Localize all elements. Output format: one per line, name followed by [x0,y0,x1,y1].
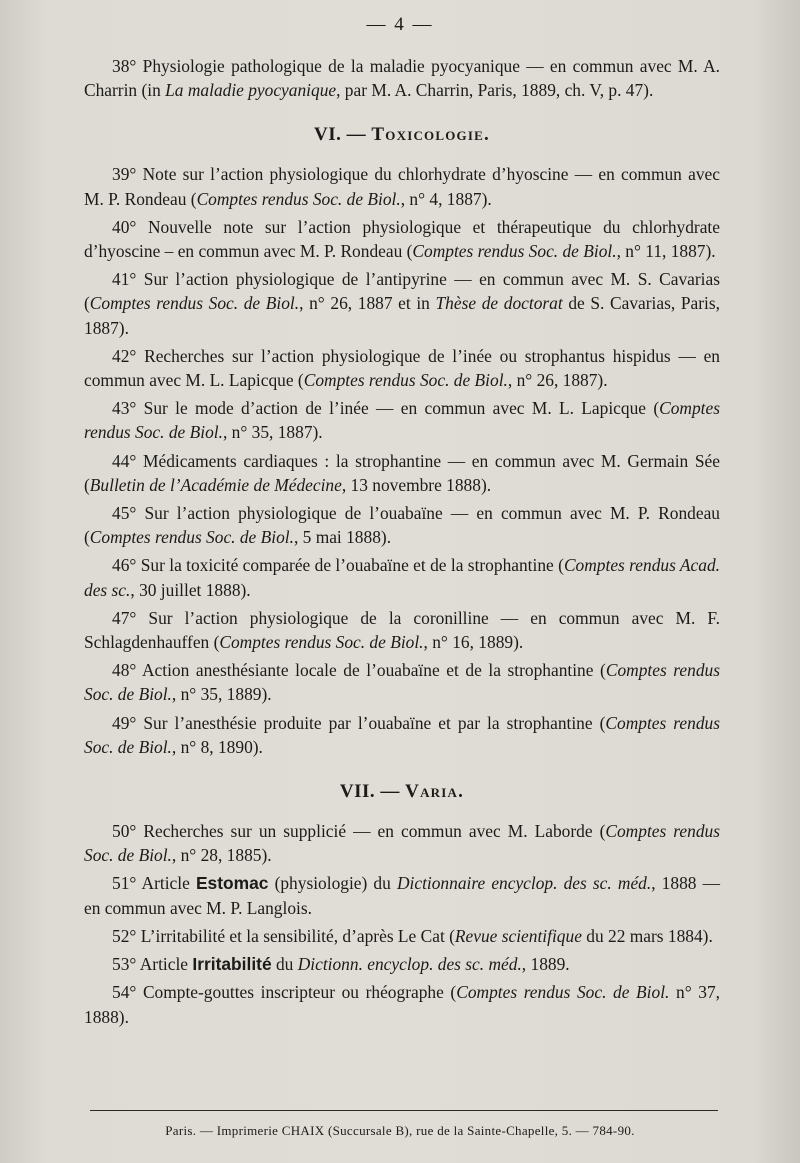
entry-text: 45° Sur l’action physiologique de l’ouabaïne — en commun avec M. P. Rondeau ( [84,503,720,548]
entry-text: , n° 8, 1890). [171,736,263,757]
publication-entry [84,980,720,1028]
printer-footer: Paris. — Imprimerie CHAIX (Succursale B), rue de la Sainte-Chapelle, 5. — 784-90. [165,1123,635,1138]
entries-physiologie [84,54,720,102]
entry-journal: La maladie pyocyanique [165,80,337,101]
publication-entry [84,819,720,867]
entry-text: 44° Médicaments cardiaques : la strophantine — en commun avec M. Germain Sée ( [84,450,720,495]
publication-entry [84,658,720,706]
section-number: VII. [339,781,376,803]
entry-text: 50° Recherches sur un supplicié — en commun avec M. Laborde ( [112,821,606,842]
entry-text: , 1889. [521,954,570,975]
publication-entry [84,553,720,601]
publication-entry [84,267,720,340]
publication-entry [84,344,720,392]
entry-text: , 5 mai 1888). [293,527,392,548]
entry-text: , n° 35, 1889). [171,684,272,705]
entry-text: (physiologie) du [268,873,397,894]
entry-article-title: Estomac [195,873,269,894]
entry-text: , n° 28, 1885). [171,845,272,866]
section-dash: — [375,781,406,803]
entry-journal: Comptes rendus Soc. de Biol. [89,293,300,314]
publication-list [84,54,720,1033]
footer-rule [90,1110,718,1111]
entry-text: 38° Physiologie pathologique de la maladie pyocyanique — en commun avec M. A. Charrin (in [84,56,720,101]
entries-varia [84,819,720,1029]
publication-entry [84,162,720,210]
entry-journal: Comptes rendus Soc. de Biol. [196,188,401,209]
section-title: Varia. [405,781,465,803]
entry-journal: Comptes rendus Soc. de Biol. [84,660,720,705]
entry-text: 52° L’irritabilité et la sensibilité, d’après Le Cat ( [112,925,455,946]
entry-text: , par M. A. Charrin, Paris, 1889, ch. V, p. 47). [336,80,654,101]
entry-text: , 1888 — en commun avec M. P. Langlois. [84,873,720,918]
entry-journal: Dictionn. encyclop. des sc. méd. [297,954,522,975]
entry-text: 51° Article [112,873,196,894]
publication-entry [84,54,720,102]
entry-journal: Thèse de doctorat [435,293,563,314]
entry-journal: Revue scientifique [454,925,582,946]
entry-text: , 13 novembre 1888). [341,474,492,495]
entry-journal: Bulletin de l’Académie de Médecine [89,474,342,495]
entry-text: 41° Sur l’action physiologique de l’antipyrine — en commun avec M. S. Cavarias ( [84,269,720,314]
entry-text: , 30 juillet 1888). [130,579,251,600]
entry-text: 43° Sur le mode d’action de l’inée — en commun avec M. L. Lapicque ( [112,398,660,419]
entry-journal: Comptes rendus Soc. de Biol. [89,527,294,548]
section-heading-varia [84,781,720,803]
entry-text: 48° Action anesthésiante locale de l’ouabaïne et de la strophantine ( [112,660,606,681]
entry-journal: Comptes rendus Acad. des sc. [84,555,721,600]
entry-journal: Comptes rendus Soc. de Biol. [84,398,720,443]
section-title: Toxicologie. [371,124,490,146]
entry-text: du [271,954,298,975]
entry-journal: Comptes rendus Soc. de Biol. [84,712,720,757]
publication-entry [84,606,720,654]
section-number: VI. [314,124,342,146]
entry-journal: Comptes rendus Soc. de Biol. [456,982,670,1003]
entry-journal: Dictionnaire encyclop. des sc. méd. [396,873,652,894]
publication-entry [84,215,720,263]
entry-text: 39° Note sur l’action physiologique du chlorhydrate d’hyoscine — en commun avec M. P. Rondeau ( [84,164,720,209]
section-heading-toxicologie [84,124,720,146]
entry-text: , n° 26, 1887 et in [299,293,436,314]
publication-entry [84,449,720,497]
page-number: — 4 — [366,14,434,35]
entry-journal: Comptes rendus Soc. de Biol. [412,241,617,262]
entry-text: 49° Sur l’anesthésie produite par l’ouabaïne et par la strophantine ( [112,712,606,733]
entry-text: 42° Recherches sur l’action physiologique de l’inée ou strophantus hispidus — en commun avec M. L. Lapicque ( [84,345,720,391]
entry-journal: Comptes rendus Soc. de Biol. [84,821,720,866]
publication-entry [84,711,720,759]
entry-text: 40° Nouvelle note sur l’action physiologique et thérapeutique du chlorhydrate d’hyoscine – en commun avec M. P. Rondeau ( [84,216,720,262]
entries-toxicologie [84,162,720,759]
publication-entry [84,396,720,444]
entry-text: 54° Compte-gouttes inscripteur ou rhéographe ( [112,982,457,1003]
publication-entry [84,871,720,919]
publication-entry [84,952,720,976]
section-dash: — [341,124,372,146]
entry-text: , n° 35, 1887). [222,422,323,443]
publication-entry [84,924,720,948]
entry-text: , n° 26, 1887). [507,370,608,391]
entry-journal: Comptes rendus Soc. de Biol. [303,370,508,391]
entry-text: du 22 mars 1884). [581,925,713,946]
entry-text: , n° 16, 1889). [423,632,524,653]
entry-text: 47° Sur l’action physiologique de la coronilline — en commun avec M. F. Schlagdenhauffen ( [84,607,720,653]
publication-entry [84,501,720,549]
entry-text: n° 37, 1888). [84,982,720,1027]
entry-text: 46° Sur la toxicité comparée de l’ouabaïne et de la strophantine ( [112,555,564,576]
entry-text: de S. Cavarias, Paris, 1887). [84,293,720,338]
entry-journal: Comptes rendus Soc. de Biol. [219,632,424,653]
entry-text: 53° Article [112,954,193,975]
entry-text: , n° 11, 1887). [616,241,716,262]
entry-article-title: Irritabilité [192,954,272,975]
entry-text: , n° 4, 1887). [400,188,492,209]
